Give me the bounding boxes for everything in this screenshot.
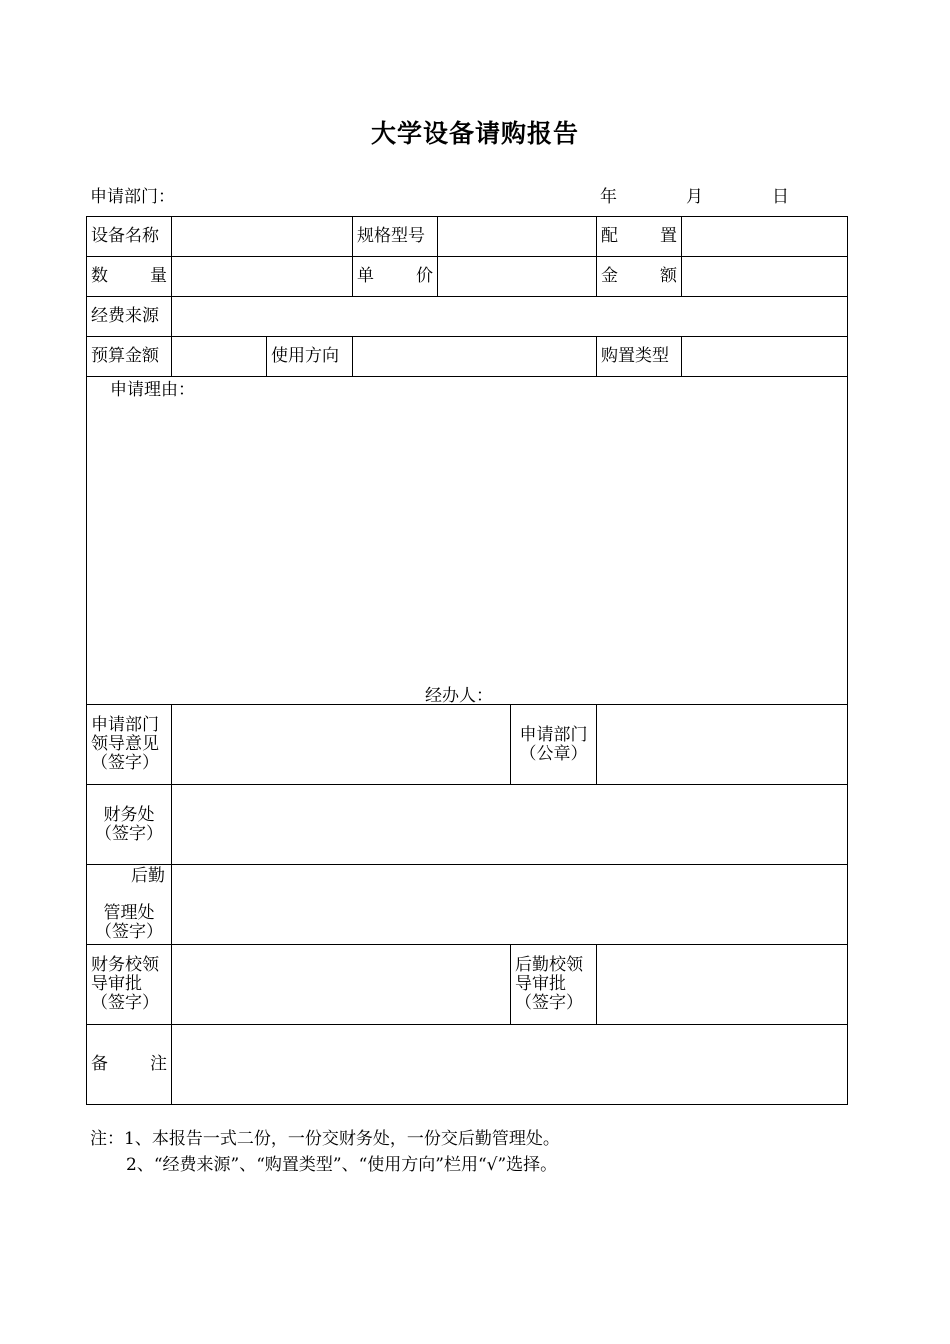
finance-leader-label: 财务校领导审批（签字）: [87, 945, 172, 1025]
quantity-label: 数 量: [87, 257, 172, 297]
dept-leader-opinion-label: 申请部门领导意见（签字）: [87, 705, 172, 785]
config-field[interactable]: [682, 217, 848, 257]
unit-price-field[interactable]: [438, 257, 597, 297]
handler-label: 经办人：: [425, 686, 493, 705]
logistics-leader-field[interactable]: [597, 945, 848, 1025]
purchase-type-field[interactable]: [682, 337, 848, 377]
row-logistics-office: [87, 865, 848, 945]
row-dept-opinion: [87, 705, 848, 785]
device-name-field[interactable]: [172, 217, 353, 257]
spec-model-label: 规格型号: [353, 217, 438, 257]
row-device: [87, 217, 848, 257]
dept-seal-field[interactable]: [597, 705, 848, 785]
reason-label: 申请理由：: [110, 380, 195, 400]
row-reason: [87, 377, 848, 705]
note-line-1: 注：1、本报告一式二份，一份交财务处，一份交后勤管理处。: [90, 1129, 560, 1149]
logistics-office-label: 后勤 管理处（签字）: [87, 865, 172, 945]
year-label: 年: [600, 187, 617, 207]
finance-office-field[interactable]: [172, 785, 848, 865]
budget-amount-field[interactable]: [172, 337, 267, 377]
finance-leader-field[interactable]: [172, 945, 511, 1025]
reason-field[interactable]: [87, 377, 848, 705]
dept-leader-opinion-field[interactable]: [172, 705, 511, 785]
amount-label: 金 额: [597, 257, 682, 297]
note-line-2: 2、“经费来源”、“购置类型”、“使用方向”栏用“√”选择。: [126, 1155, 558, 1175]
quantity-field[interactable]: [172, 257, 353, 297]
fund-source-label: 经费来源: [87, 297, 172, 337]
budget-amount-label: 预算金额: [87, 337, 172, 377]
dept-seal-label: 申请部门（公章）: [511, 705, 597, 785]
purchase-type-label: 购置类型: [597, 337, 682, 377]
logistics-leader-label: 后勤校领导审批（签字）: [511, 945, 597, 1025]
row-fund-source: [87, 297, 848, 337]
use-direction-field[interactable]: [353, 337, 597, 377]
row-budget: [87, 337, 848, 377]
finance-office-label: 财务处（签字）: [87, 785, 172, 865]
notes: [90, 1126, 560, 1178]
dept-label: 申请部门：: [90, 187, 175, 207]
logistics-office-field[interactable]: [172, 865, 848, 945]
spec-model-field[interactable]: [438, 217, 597, 257]
day-label: 日: [772, 187, 789, 207]
row-leader-approval: [87, 945, 848, 1025]
config-label: 配 置: [597, 217, 682, 257]
amount-field[interactable]: [682, 257, 848, 297]
row-finance-office: [87, 785, 848, 865]
row-quantity: [87, 257, 848, 297]
request-form-table: [86, 216, 848, 1105]
page-title: 大学设备请购报告: [370, 119, 579, 148]
row-remarks: [87, 1025, 848, 1105]
fund-source-field[interactable]: [172, 297, 848, 337]
month-label: 月: [686, 187, 703, 207]
device-name-label: 设备名称: [87, 217, 172, 257]
unit-price-label: 单 价: [353, 257, 438, 297]
use-direction-label: 使用方向: [267, 337, 353, 377]
remarks-label: 备 注: [87, 1025, 172, 1105]
remarks-field[interactable]: [172, 1025, 848, 1105]
